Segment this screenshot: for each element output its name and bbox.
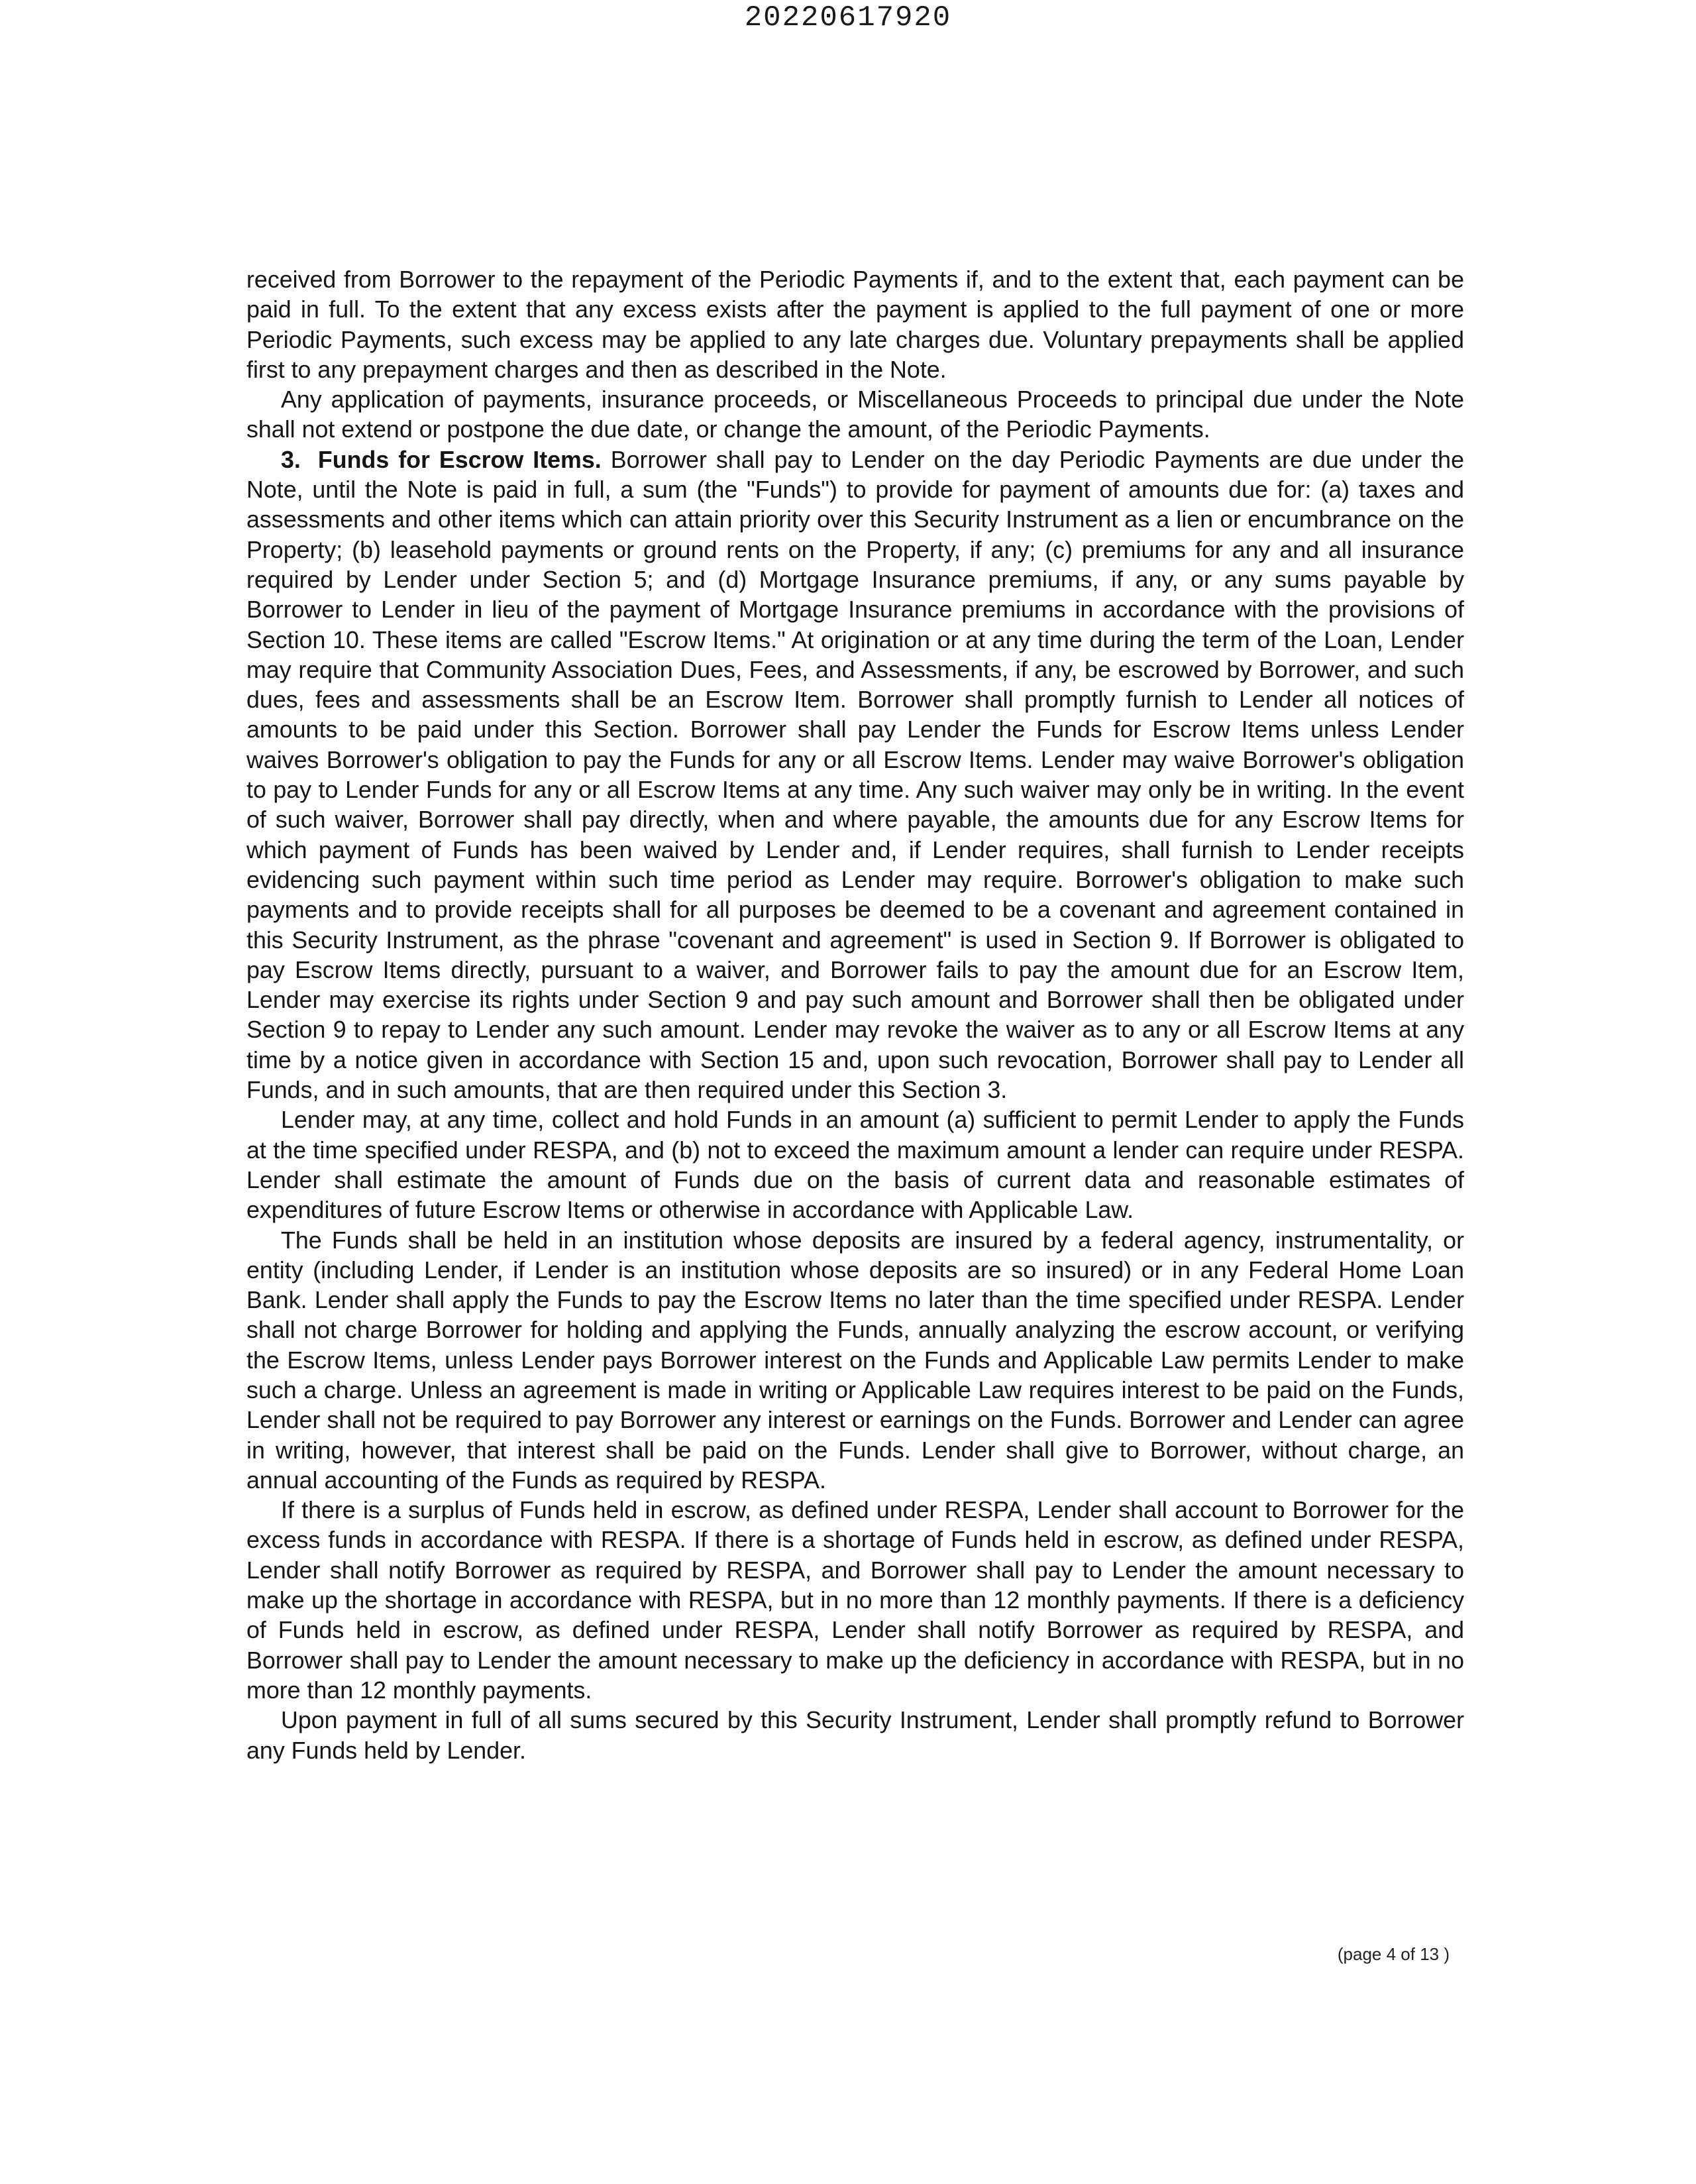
paragraph-funds-held-institution: The Funds shall be held in an institution whose deposits are insured by a federal agency, instrumentality, or entity (including Lender, if Lender is an institution whose deposits are so insured) or in any Federal Home Loan Bank. Lender shall apply the Funds to pay the Escrow Items no later than the time specified under RESPA. Lender shall not charge Borrower for holding and applying the Funds, annually analyzing the escrow account, or verifying the Escrow Items, unless Lender pays Borrower interest on the Funds and Applicable Law permits Lender to make such a charge. Unless an agreement is made in writing or Applicable Law requires interest to be paid on the Funds, Lender shall not be required to pay Borrower any interest or earnings on the Funds. Borrower and Lender can agree in writing, however, that interest shall be paid on the Funds. Lender shall give to Borrower, without charge, an annual accounting of the Funds as required by RESPA. [246, 1227, 1464, 1494]
paragraph-payment-application: received from Borrower to the repayment of the Periodic Payments if, and to the extent that, each payment can be paid in full. To the extent that any excess exists after the payment is applied to the full payment of one or more Periodic Payments, such excess may be applied to any late charges due. Voluntary prepayments shall be applied first to any prepayment charges and then as described in the Note. [246, 266, 1464, 383]
paragraph-lender-collect-funds: Lender may, at any time, collect and hold Funds in an amount (a) sufficient to permit Lender to apply the Funds at the time specified under RESPA, and (b) not to exceed the maximum amount a lender can require under RESPA. Lender shall estimate the amount of Funds due on the basis of current data and reasonable estimates of expenditures of future Escrow Items or otherwise in accordance with Applicable Law. [246, 1107, 1464, 1224]
paragraph-application-of-proceeds: Any application of payments, insurance proceeds, or Miscellaneous Proceeds to principal due under the Note shall not extend or postpone the due date, or change the amount, of the Periodic Payments. [246, 386, 1464, 443]
paragraph-refund-upon-payment: Upon payment in full of all sums secured by this Security Instrument, Lender shall promptly refund to Borrower any Funds held by Lender. [246, 1707, 1464, 1764]
section-3-funds-for-escrow-items [246, 445, 1464, 1106]
section-heading: Funds for Escrow Items. [317, 446, 602, 473]
section-number: 3. [281, 446, 301, 473]
document-number: 20220617920 [744, 1, 952, 34]
page-number: (page 4 of 13 ) [1337, 1944, 1450, 1964]
section-3-body: Borrower shall pay to Lender on the day Periodic Payments are due under the Note, until the Note is paid in full, a sum (the "Funds") to provide for payment of amounts due for: (a) taxes and assessments and other items which can attain priority over this Security Instrument as a lien or encumbrance on the Property; (b) leasehold payments or ground rents on the Property, if any; (c) premiums for any and all insurance required by Lender under Section 5; and (d) Mortgage Insurance premiums, if any, or any sums payable by Borrower to Lender in lieu of the payment of Mortgage Insurance premiums in accordance with the provisions of Section 10. These items are called "Escrow Items." At origination or at any time during the term of the Loan, Lender may require that Community Association Dues, Fees, and Assessments, if any, be escrowed by Borrower, and such dues, fees and assessments shall be an Escrow Item. Borrower shall promptly furnish to Lender all notices of amounts to be paid under this Section. Borrower shall pay Lender the Funds for Escrow Items unless Lender waives Borrower's obligation to pay the Funds for any or all Escrow Items. Lender may waive Borrower's obligation to pay to Lender Funds for any or all Escrow Items at any time. Any such waiver may only be in writing. In the event of such waiver, Borrower shall pay directly, when and where payable, the amounts due for any Escrow Items for which payment of Funds has been waived by Lender and, if Lender requires, shall furnish to Lender receipts evidencing such payment within such time period as Lender may require. Borrower's obligation to make such payments and to provide receipts shall for all purposes be deemed to be a covenant and agreement contained in this Security Instrument, as the phrase "covenant and agreement" is used in Section 9. If Borrower is obligated to pay Escrow Items directly, pursuant to a waiver, and Borrower fails to pay the amount due for an Escrow Item, Lender may exercise its rights under Section 9 and pay such amount and Borrower shall then be obligated under Section 9 to repay to Lender any such amount. Lender may revoke the waiver as to any or all Escrow Items at any time by a notice given in accordance with Section 15 and, upon such revocation, Borrower shall pay to Lender all Funds, and in such amounts, that are then required under this Section 3. [246, 446, 1464, 1104]
paragraph-surplus-shortage: If there is a surplus of Funds held in escrow, as defined under RESPA, Lender shall account to Borrower for the excess funds in accordance with RESPA. If there is a shortage of Funds held in escrow, as defined under RESPA, Lender shall notify Borrower as required by RESPA, and Borrower shall pay to Lender the amount necessary to make up the shortage in accordance with RESPA, but in no more than 12 monthly payments. If there is a deficiency of Funds held in escrow, as defined under RESPA, Lender shall notify Borrower as required by RESPA, and Borrower shall pay to Lender the amount necessary to make up the deficiency in accordance with RESPA, but in no more than 12 monthly payments. [246, 1497, 1464, 1704]
document-body [246, 265, 1464, 1766]
